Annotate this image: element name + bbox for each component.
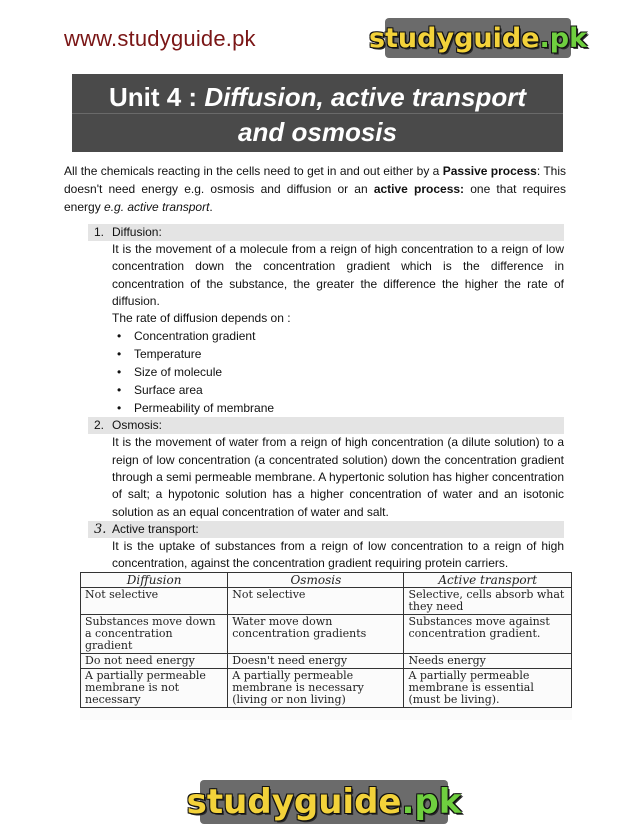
section-title: Osmosis: [112, 418, 163, 433]
bullet-icon: • [117, 401, 122, 416]
table-row [81, 588, 572, 615]
active-transport-definition: It is the uptake of substances from a reign of low concentration to a reign of high concentration, against the concentration gradient requiring protein carriers. [112, 538, 564, 571]
diffusion-factors-list [112, 327, 564, 417]
diffusion-factors-intro: The rate of diffusion depends on : [112, 311, 291, 326]
table-header-diffusion: Diffusion [81, 573, 228, 588]
logo-tld: .pk [401, 782, 462, 822]
list-item [112, 363, 564, 381]
section-body-active-transport [88, 538, 564, 573]
table-header-row [81, 573, 572, 588]
list-item [112, 345, 564, 363]
table-cell: Needs energy [404, 654, 572, 669]
list-item [112, 327, 564, 345]
studyguide-logo-bottom [186, 780, 462, 824]
logo-tld: .pk [539, 22, 588, 54]
table-cell: A partially permeable membrane is not necessary [81, 669, 228, 708]
section-heading-active-transport [88, 521, 564, 538]
page-title-line-2: and osmosis [238, 117, 397, 147]
section-title: Diffusion: [112, 225, 162, 239]
page-title-line-1 [72, 82, 563, 113]
title-topic-part-1: Diffusion, active transport [204, 82, 527, 112]
section-number: 3. [94, 521, 107, 537]
table-cell: A partially permeable membrane is essential (must be living). [404, 669, 572, 708]
site-url[interactable]: www.studyguide.pk [64, 26, 256, 51]
table-cell: Water move down concentration gradients [228, 615, 404, 654]
list-item [112, 381, 564, 399]
bullet-icon: • [117, 365, 122, 380]
table-header-active-transport: Active transport [404, 573, 572, 588]
table-cell: Do not need energy [81, 654, 228, 669]
table-row [81, 654, 572, 669]
section-heading-diffusion [88, 224, 564, 241]
list-item-text: Surface area [134, 383, 203, 398]
table-cell: Not selective [81, 588, 228, 615]
table-row [81, 615, 572, 654]
section-number: 1. [94, 225, 105, 239]
bullet-icon: • [117, 329, 122, 344]
intro-paragraph [64, 162, 566, 216]
section-body-diffusion [88, 241, 564, 417]
comparison-table [80, 572, 572, 708]
intro-example: e.g. active transport [104, 200, 210, 214]
intro-active-process: active process: [373, 182, 465, 196]
bullet-icon: • [117, 383, 122, 398]
section-heading-osmosis [88, 417, 564, 434]
list-item-text: Size of molecule [134, 365, 223, 380]
comparison-table-scan [80, 572, 572, 720]
table-cell: Selective, cells absorb what they need [404, 588, 572, 615]
intro-text: one that requires energy [64, 182, 566, 214]
section-body-osmosis [88, 434, 564, 520]
intro-text: All the chemicals reacting in the cells need to get in and out either by a [64, 164, 443, 178]
table-header-osmosis: Osmosis [228, 573, 404, 588]
table-cell: Not selective [228, 588, 404, 615]
intro-text: : This doesn't need energy e.g. osmosis and diffusion or an [64, 164, 566, 196]
title-prefix: Unit 4 : [108, 82, 205, 112]
studyguide-logo-top [368, 18, 588, 58]
list-item-text: Permeability of membrane [134, 401, 275, 416]
table-cell: Substances move down a concentration gradient [81, 615, 228, 654]
diffusion-definition: It is the movement of a molecule from a reign of high concentration to a reign of low concentration down the concentration gradient which is the difference in concentration of the substance, the greater the difference the higher the rate of diffusion. [112, 242, 564, 308]
logo-word: studyguide [186, 782, 402, 822]
osmosis-definition: It is the movement of water from a reign of high concentration (a dilute solution) to a reign of low concentration (a concentrated solution) down the concentration gradient through a semi permeable membrane. A hypertonic solution has higher concentration of salt; a hypotonic solution has a higher concentration of water and an isotonic solution as an equal concentration of water and salt. [112, 435, 564, 519]
intro-text: . [209, 200, 213, 214]
title-divider [72, 113, 563, 114]
list-item-text: Concentration gradient [134, 329, 256, 344]
intro-passive-process: Passive process [442, 164, 537, 178]
section-number: 2. [94, 418, 105, 433]
logo-word: studyguide [368, 22, 540, 54]
table-cell: A partially permeable membrane is necessary (living or non living) [228, 669, 404, 708]
table-cell: Doesn't need energy [228, 654, 404, 669]
bullet-icon: • [117, 347, 122, 362]
table-row [81, 669, 572, 708]
list-item [112, 399, 564, 417]
list-item-text: Temperature [134, 347, 202, 362]
table-cell: Substances move against concentration gradient. [404, 615, 572, 654]
section-title: Active transport: [112, 521, 199, 536]
topic-list [88, 224, 564, 573]
